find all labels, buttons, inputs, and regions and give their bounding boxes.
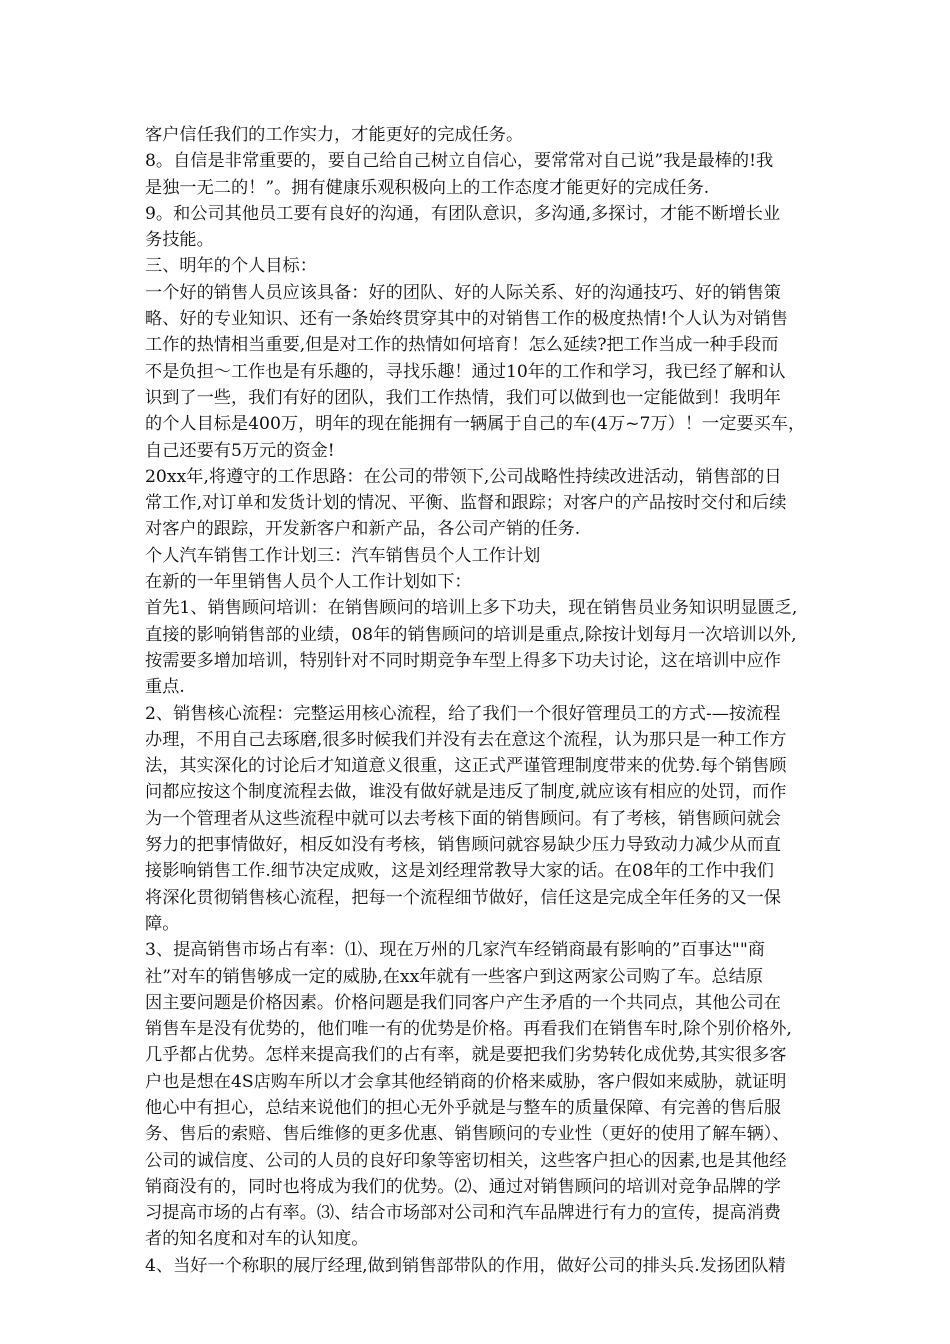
text-line: 对客户的跟踪，开发新客户和新产品，各公司产销的任务. (145, 519, 581, 540)
text-line: 3、提高销售市场占有率：⑴、现在万州的几家汽车经销商最有影响的”百事达""商 (145, 940, 765, 961)
text-line: 办理，不用自己去琢磨,很多时候我们并没有去在意这个流程，认为那只是一种工作方 (145, 729, 787, 750)
text-line: 接影响销售工作.细节决定成败，这是刘经理常教导大家的话。在08年的工作中我们 (145, 861, 774, 882)
text-line: 几乎都占优势。怎样来提高我们的占有率，就是要把我们劣势转化成优势,其实很多客 (145, 1045, 787, 1066)
text-line: 是独一无二的！”。拥有健康乐观积极向上的工作态度才能更好的完成任务. (145, 177, 710, 198)
text-line: 按需要多增加培训，特别针对不同时期竞争车型上得多下功夫讨论，这在培训中应作 (145, 650, 781, 671)
text-line: 社”对车的销售够成一定的威胁,在xx年就有一些客户到这两家公司购了车。总结原 (145, 966, 764, 987)
text-line: 问都应按这个制度流程去做，谁没有做好就是违反了制度,就应该有相应的处罚，而作 (145, 782, 787, 803)
text-line: 习提高市场的占有率。⑶、结合市场部对公司和汽车品牌进行有力的宣传，提高消费 (145, 1203, 781, 1224)
text-line: 首先1、销售顾问培训：在销售顾问的培训上多下功夫，现在销售员业务知识明显匮乏, (145, 598, 798, 619)
text-line: 他心中有担心，总结来说他们的担心无外乎就是与整车的质量保障、有完善的售后服 (145, 1097, 781, 1118)
text-line: 障。 (145, 913, 180, 934)
text-line: 不是负担～工作也是有乐趣的，寻找乐趣！通过10年的工作和学习，我已经了解和认 (145, 361, 786, 382)
text-line: 重点. (145, 677, 185, 698)
text-line: 公司的诚信度、公司的人员的良好印象等密切相关，这些客户担心的因素,也是其他经 (145, 1150, 787, 1171)
text-line: 的个人目标是400万，明年的现在能拥有一辆属于自己的车(4万~7万）！一定要买车， (145, 414, 806, 435)
text-line: 将深化贯彻销售核心流程，把每一个流程细节做好，信任这是完成全年任务的又一保 (145, 887, 781, 908)
text-line: 20xx年,将遵守的工作思路：在公司的带领下,公司战略性持续改进活动，销售部的日 (145, 466, 782, 487)
text-line: 识到了一些，我们有好的团队，我们工作热情，我们可以做到也一定能做到！我明年 (145, 387, 781, 408)
text-line: 销售车是没有优势的，他们唯一有的优势是价格。再看我们在销售车时,除个别价格外, (145, 1019, 792, 1040)
text-line: 者的知名度和对车的认知度。 (145, 1229, 369, 1250)
document-page (145, 122, 815, 1279)
text-line: 略、好的专业知识、还有一条始终贯穿其中的对销售工作的极度热情!个人认为对销售 (145, 309, 788, 330)
text-line: 为一个管理者从这些流程中就可以去考核下面的销售顾问。有了考核，销售顾问就会 (145, 808, 781, 829)
text-line: 户也是想在4S店购车所以才会拿其他经销商的价格来威胁，客户假如来威胁，就证明 (145, 1071, 787, 1092)
text-line: 一个好的销售人员应该具备：好的团队、好的人际关系、好的沟通技巧、好的销售策 (145, 282, 781, 303)
text-line: 在新的一年里销售人员个人工作计划如下： (145, 572, 472, 593)
text-line: 4、当好一个称职的展厅经理,做到销售部带队的作用，做好公司的排头兵.发扬团队精 (145, 1255, 786, 1276)
text-line: 工作的热情相当重要,但是对工作的热情如何培育！怎么延续?把工作当成一种手段而 (145, 335, 779, 356)
text-line: 三、明年的个人目标： (145, 256, 317, 277)
text-line: 法，其实深化的讨论后才知道意义很重，这正式严谨管理制度带来的优势.每个销售顾 (145, 756, 787, 777)
text-line: 客户信任我们的工作实力，才能更好的完成任务。 (145, 125, 524, 145)
text-line: 因主要问题是价格因素。价格问题是我们同客户产生矛盾的一个共同点，其他公司在 (145, 992, 781, 1013)
text-line: 努力的把事情做好，相反如没有考核，销售顾问就容易缺少压力导致动力减少从而直 (145, 835, 781, 856)
text-line: 8。自信是非常重要的，要自己给自己树立自信心，要常常对自己说”我是最棒的!我 (145, 151, 774, 172)
text-line: 2、销售核心流程：完整运用核心流程，给了我们一个很好管理员工的方式-—按流程 (145, 703, 781, 724)
text-line: 务技能。 (145, 230, 214, 251)
text-line: 自己还要有5万元的资金! (145, 440, 335, 461)
text-line: 个人汽车销售工作计划三：汽车销售员个人工作计划 (145, 545, 541, 566)
text-line: 9。和公司其他员工要有良好的沟通，有团队意识，多沟通,多探讨，才能不断增长业 (145, 203, 781, 224)
text-line: 销商没有的，同时也将成为我们的优势。⑵、通过对销售顾问的培训对竞争品牌的学 (145, 1176, 781, 1197)
text-line: 直接的影响销售部的业绩，08年的销售顾问的培训是重点,除按计划每月一次培训以外, (145, 624, 797, 645)
text-line: 务、售后的索赔、售后维修的更多优惠、销售顾问的专业性（更好的使用了解车辆）、 (145, 1124, 790, 1145)
text-line: 常工作,对订单和发货计划的情况、平衡、监督和跟踪；对客户的产品按时交付和后续 (145, 493, 787, 514)
